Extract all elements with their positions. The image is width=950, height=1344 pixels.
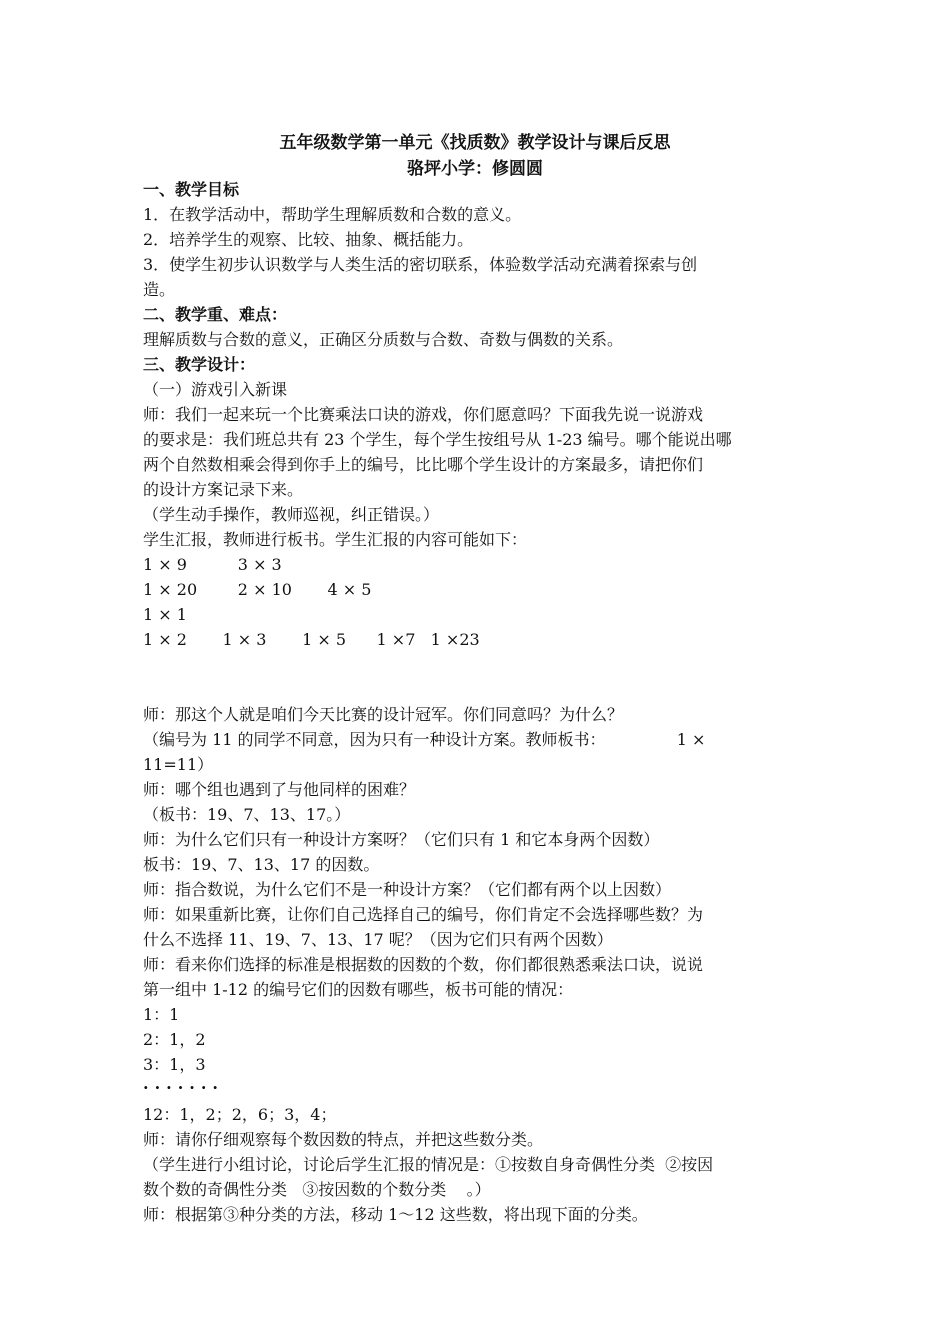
goal-item: 2．培养学生的观察、比较、抽象、概括能力。	[143, 230, 474, 249]
ellipsis-dots: ·······	[143, 1078, 224, 1097]
goal-item: 造。	[143, 280, 176, 299]
goal-item: 3．使学生初步认识数学与人类生活的密切联系，体验数学活动充满着探索与创	[143, 255, 698, 274]
keypoints-text: 理解质数与合数的意义，正确区分质数与合数、奇数与偶数的关系。	[143, 330, 624, 349]
body-line: （学生进行小组讨论，讨论后学生汇报的情况是：①按数自身奇偶性分类 ②按因	[143, 1155, 714, 1174]
body-line: 两个自然数相乘会得到你手上的编号，比比哪个学生设计的方案最多，请把你们	[143, 455, 704, 474]
body-line: 11=11）	[143, 755, 214, 774]
body-line: 师：那这个人就是咱们今天比赛的设计冠军。你们同意吗？为什么？	[143, 705, 624, 724]
body-line: 数个数的奇偶性分类 ③按因数的个数分类 。）	[143, 1180, 491, 1199]
body-line: 师：如果重新比赛，让你们自己选择自己的编号，你们肯定不会选择哪些数？为	[143, 905, 704, 924]
section-heading-goals: 一、教学目标	[143, 180, 240, 199]
document-author: 骆坪小学：修圆圆	[407, 159, 543, 179]
body-line: （学生动手操作，教师巡视，纠正错误。）	[143, 505, 440, 524]
multiplication-line: 1 × 9 3 × 3	[143, 555, 282, 574]
body-line: 师：为什么它们只有一种设计方案呀？（它们只有 1 和它本身两个因数）	[143, 830, 660, 849]
body-line: 师：哪个组也遇到了与他同样的困难？	[143, 780, 416, 799]
factor-line: 1：1	[143, 1005, 180, 1024]
body-line: 师：看来你们选择的标准是根据数的因数的个数，你们都很熟悉乘法口诀，说说	[143, 955, 704, 974]
body-line: 师：指合数说，为什么它们不是一种设计方案？（它们都有两个以上因数）	[143, 880, 672, 899]
factor-line: 12：1，2；2，6；3，4；	[143, 1105, 337, 1124]
body-line: 师：我们一起来玩一个比赛乘法口诀的游戏，你们愿意吗？下面我先说一说游戏	[143, 405, 704, 424]
goal-item: 1．在教学活动中，帮助学生理解质数和合数的意义。	[143, 205, 522, 224]
body-line: 板书：19、7、13、17 的因数。	[143, 855, 380, 874]
multiplication-line: 1 × 2 1 × 3 1 × 5 1 ×7 1 ×23	[143, 630, 480, 649]
body-line: （板书：19、7、13、17。）	[143, 805, 351, 824]
factor-line: 3：1，3	[143, 1055, 206, 1074]
document-title: 五年级数学第一单元《找质数》教学设计与课后反思	[279, 133, 671, 153]
body-line: 的要求是：我们班总共有 23 个学生，每个学生按组号从 1-23 编号。哪个能说出哪	[143, 430, 732, 449]
body-line: 师：请你仔细观察每个数因数的特点，并把这些数分类。	[143, 1130, 544, 1149]
body-line: 什么不选择 11、19、7、13、17 呢？（因为它们只有两个因数）	[143, 930, 613, 949]
body-line: 的设计方案记录下来。	[143, 480, 304, 499]
body-line: 学生汇报，教师进行板书。学生汇报的内容可能如下：	[143, 530, 528, 549]
body-line: 师：根据第③种分类的方法，移动 1～12 这些数，将出现下面的分类。	[143, 1205, 648, 1224]
subsection-heading: （一）游戏引入新课	[143, 380, 288, 399]
multiplication-line: 1 × 20 2 × 10 4 × 5	[143, 580, 372, 599]
factor-line: 2：1，2	[143, 1030, 206, 1049]
section-heading-design: 三、教学设计：	[143, 355, 256, 374]
body-line: （编号为 11 的同学不同意，因为只有一种设计方案。教师板书： 1 ×	[143, 730, 706, 749]
section-heading-keypoints: 二、教学重、难点：	[143, 305, 288, 324]
multiplication-line: 1 × 1	[143, 605, 187, 624]
body-line: 第一组中 1-12 的编号它们的因数有哪些，板书可能的情况：	[143, 980, 574, 999]
